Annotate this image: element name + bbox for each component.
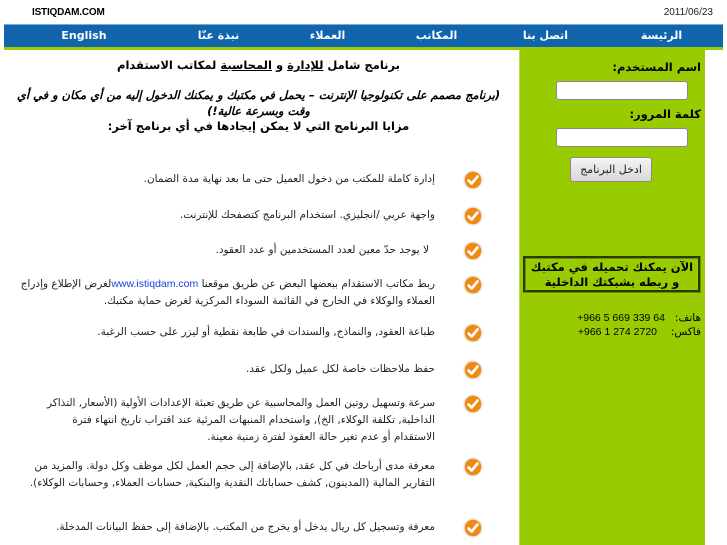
check-icon	[463, 518, 483, 538]
feature-text: لا يوجد حدّ معين لعدد المستخدمين أو عدد العقود.	[215, 244, 429, 256]
feature-item	[3, 361, 483, 380]
feature-text-part: لغرض الإطلاع وإدراج العملاء والوكلاء في الخارج في القائمة السوداء المركزية لغرض حماية مكتبك.	[20, 278, 435, 307]
feature-text: واجهة عربي /انجليزي. استخدام البرنامج كتصفحك للإنترنت.	[179, 209, 435, 221]
nav-offices[interactable]: المكاتب	[415, 29, 458, 42]
main-content	[0, 50, 519, 545]
check-icon	[463, 241, 483, 261]
fax-row	[578, 326, 701, 338]
feature-item	[3, 242, 483, 261]
feature-text: معرفة وتسجيل كل ريال يدخل أو يخرج من المكتب. بالإضافة إلى حفظ البيانات المدخلة.	[56, 521, 435, 533]
password-field[interactable]	[556, 128, 688, 147]
check-icon	[463, 323, 483, 343]
nav-about[interactable]: نبذة عنّا	[197, 29, 240, 42]
username-label: اسم المستخدم:	[612, 60, 701, 74]
site-brand: ISTIQDAM.COM	[32, 7, 105, 18]
current-date: 2011/06/23	[663, 7, 713, 18]
site-link[interactable]: www.istiqdam.com	[111, 278, 199, 290]
phone-label: هاتف:	[674, 312, 701, 324]
phone-value: +966 5 669 339 64	[577, 312, 665, 324]
intro-description: (برنامج مصمم على تكنولوجيا الإنترنت – يحمل في مكتبك و يمكنك الدخول إليه من أي مكان و في أي وقت وبسرعة عالية!)	[16, 88, 501, 118]
username-field[interactable]	[556, 81, 688, 100]
top-bar	[0, 0, 727, 22]
title-admin: للإدارة	[287, 58, 324, 72]
title-text: و	[271, 58, 288, 72]
login-sidebar	[519, 50, 705, 545]
check-icon	[463, 206, 483, 226]
password-label: كلمة المرور:	[629, 107, 701, 121]
fax-label: فاكس:	[670, 326, 701, 338]
intro-title	[6, 58, 511, 72]
check-icon	[463, 275, 483, 295]
check-icon	[463, 170, 483, 190]
nav-english[interactable]: English	[61, 29, 107, 42]
check-icon	[463, 457, 483, 477]
feature-item	[0, 276, 483, 310]
feature-item	[3, 395, 483, 446]
title-text: لمكاتب الاستقدام	[117, 58, 221, 72]
features-heading: مزايا البرنامج التي لا يمكن إيجادها في أي برنامج آخر:	[107, 119, 410, 133]
main-nav	[4, 24, 723, 47]
fax-value: +966 1 274 2720	[577, 326, 657, 338]
feature-text	[0, 276, 435, 310]
login-button[interactable]: ادخل البرنامج	[570, 157, 652, 182]
nav-clients[interactable]: العملاء	[309, 29, 346, 42]
feature-text-part: ربط مكاتب الاستقدام ببعضها البعض عن طريق موقعنا	[198, 278, 435, 290]
check-icon	[463, 360, 483, 380]
title-text: برنامج شامل	[323, 58, 400, 72]
feature-item	[3, 171, 483, 190]
feature-item	[3, 324, 483, 343]
feature-text: طباعة العقود, والنماذج, والسندات في طابعة نقطية أو ليزر على حسب الرغبة.	[97, 326, 435, 338]
feature-text: سرعة وتسهيل روتين العمل والمحاسبية عن طريق تعبئة الإعدادات الأولية (الأسعار, التذاكر الداخلية, تكلفة الوكلاء, الخ), واستخدام المنبهات المرئية عند اقتراب تاريخ انتهاء فترة الاستقدام أو عدم تغير حالة العقود لفترة زمنية معينة.	[46, 397, 435, 443]
feature-item	[3, 458, 483, 492]
feature-item	[3, 519, 483, 538]
title-accounting: المحاسبة	[220, 58, 272, 72]
feature-item	[3, 207, 483, 226]
check-icon	[463, 394, 483, 414]
nav-contact[interactable]: اتصل بنا	[522, 29, 569, 42]
phone-row	[577, 312, 701, 324]
promo-box: الآن يمكنك تحميله في مكتبك و ربطه بشبكتك الداخلية	[523, 256, 701, 293]
feature-text: إدارة كاملة للمكتب من دخول العميل حتى ما بعد نهاية مدة الضمان.	[143, 173, 435, 185]
feature-text: حفظ ملاحظات خاصة لكل عميل ولكل عقد.	[246, 363, 435, 375]
feature-text: معرفة مدى أرباحك في كل عقد, بالإضافة إلى حجم العمل لكل موظف وكل دولة. والمزيد من التقارير المالية (المدينون, كشف حساباتك النقدية والبنكية, حسابات العملاء, وحسابات الوكلاء).	[29, 460, 435, 489]
nav-home[interactable]: الرئيسة	[640, 29, 683, 42]
